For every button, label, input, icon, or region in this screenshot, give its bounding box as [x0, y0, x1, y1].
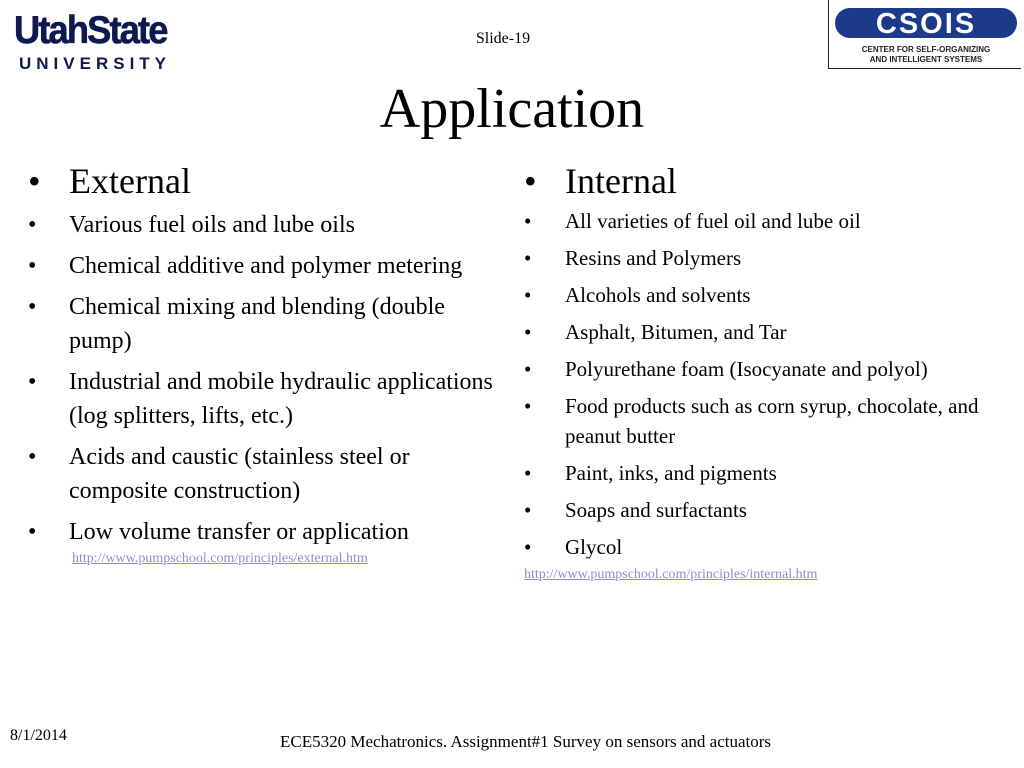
bullet-icon: • [524, 357, 532, 381]
csois-logo [828, 0, 1021, 69]
external-source-link[interactable]: http://www.pumpschool.com/principles/external.htm [72, 551, 368, 566]
list-item [524, 391, 1014, 451]
csois-logo-line2: AND INTELLIGENT SYSTEMS [869, 55, 983, 64]
bullet-icon: • [28, 369, 37, 395]
internal-list [524, 158, 1014, 562]
list-item [524, 532, 1014, 562]
list-item [28, 290, 498, 358]
list-item-text: Chemical mixing and blending (double pump) [69, 294, 445, 354]
bullet-icon: • [524, 535, 532, 559]
list-item-text: Alcohols and solvents [565, 283, 751, 307]
list-item-text: Asphalt, Bitumen, and Tar [565, 320, 787, 344]
external-column [28, 158, 498, 568]
bullet-icon: • [524, 498, 532, 522]
internal-column [524, 158, 1014, 584]
bullet-icon: • [28, 161, 41, 201]
list-item-text: Polyurethane foam (Isocyanate and polyol) [565, 357, 928, 381]
internal-heading: Internal [565, 161, 677, 201]
list-item [28, 440, 498, 508]
list-item [524, 243, 1014, 273]
usu-logo-subtext: UNIVERSITY [19, 54, 172, 73]
csois-logo-wordmark: CSOIS [875, 8, 977, 40]
list-item-text: Industrial and mobile hydraulic applications (log splitters, lifts, etc.) [69, 369, 493, 429]
bullet-icon: • [28, 253, 37, 279]
bullet-icon: • [524, 161, 537, 201]
bullet-icon: • [524, 246, 532, 270]
csois-logo-graphic [829, 0, 1021, 68]
usu-logo-wordmark: UtahState [14, 9, 167, 52]
csois-logo-line1: CENTER FOR SELF-ORGANIZING [861, 45, 991, 54]
footer-text: ECE5320 Mechatronics. Assignment#1 Survey on sensors and actuators [280, 732, 772, 751]
list-item [524, 354, 1014, 384]
list-item [524, 206, 1014, 236]
list-item [524, 280, 1014, 310]
slide-title: Application [379, 78, 645, 140]
list-item-text: Low volume transfer or application [69, 519, 409, 545]
list-item [524, 495, 1014, 525]
internal-heading-item [524, 158, 1014, 204]
bullet-icon: • [28, 519, 37, 545]
list-item-text: Chemical additive and polymer metering [69, 253, 463, 279]
footer-date: 8/1/2014 [10, 727, 67, 744]
bullet-icon: • [524, 320, 532, 344]
bullet-icon: • [524, 283, 532, 307]
list-item [28, 208, 498, 242]
list-item-text: Paint, inks, and pigments [565, 461, 777, 485]
slide-number: Slide-19 [475, 30, 531, 47]
bullet-icon: • [524, 209, 532, 233]
internal-source-link[interactable]: http://www.pumpschool.com/principles/internal.htm [524, 567, 818, 582]
list-item-text: All varieties of fuel oil and lube oil [565, 209, 861, 233]
list-item [28, 515, 498, 549]
list-item-text: Various fuel oils and lube oils [69, 212, 355, 238]
list-item-text: Glycol [565, 535, 623, 559]
list-item [524, 317, 1014, 347]
bullet-icon: • [28, 294, 37, 320]
bullet-icon: • [524, 394, 532, 418]
bullet-icon: • [28, 212, 37, 238]
bullet-icon: • [524, 461, 532, 485]
bullet-icon: • [28, 444, 37, 470]
list-item-text: Soaps and surfactants [565, 498, 747, 522]
external-heading-item [28, 158, 498, 204]
external-heading: External [69, 161, 191, 201]
list-item [28, 249, 498, 283]
list-item-text: Resins and Polymers [565, 246, 742, 270]
list-item-text: Food products such as corn syrup, chocolate, and peanut butter [565, 394, 979, 448]
external-list [28, 158, 498, 549]
list-item [28, 365, 498, 433]
list-item [524, 458, 1014, 488]
list-item-text: Acids and caustic (stainless steel or composite construction) [69, 444, 410, 504]
